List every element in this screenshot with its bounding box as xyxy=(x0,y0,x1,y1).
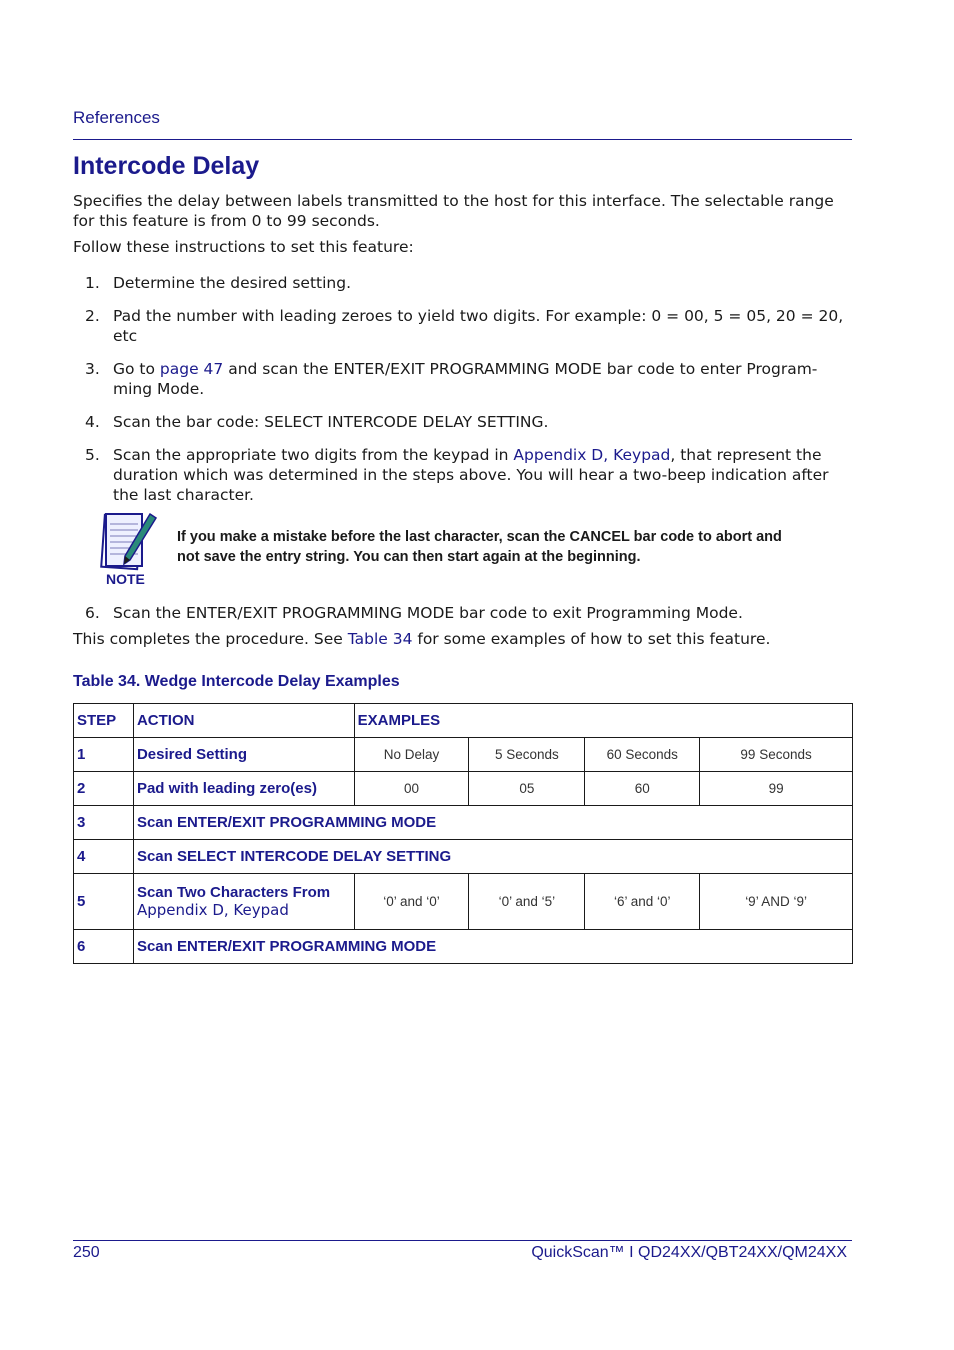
footer-rule xyxy=(73,1240,852,1241)
running-header: References xyxy=(73,108,160,127)
example-cell: 60 xyxy=(585,772,700,806)
example-cell: ‘0’ and ‘5’ xyxy=(469,874,585,930)
header-step: STEP xyxy=(74,704,134,738)
list-text xyxy=(113,445,853,505)
table-row xyxy=(74,840,853,874)
table-row xyxy=(74,806,853,840)
example-cell: 5 Seconds xyxy=(469,738,585,772)
completion-pre: This completes the procedure. See xyxy=(73,630,348,648)
header-action: ACTION xyxy=(133,704,354,738)
examples-table xyxy=(73,703,853,964)
step-cell: 6 xyxy=(74,930,134,964)
note-text: If you make a mistake before the last character, scan the CANCEL bar code to abort and not save the entry string. You can then start again at the beginning. xyxy=(177,529,782,565)
action-cell xyxy=(133,874,354,930)
action-cell: Desired Setting xyxy=(133,738,354,772)
example-cell: 99 Seconds xyxy=(700,738,853,772)
appendix-d-table-link[interactable]: Appendix D, Keypad xyxy=(136,901,289,919)
list-number: 5. xyxy=(85,446,100,464)
product-name: QuickScan™ I QD24XX/QBT24XX/QM24XX xyxy=(531,1244,847,1261)
step-cell: 5 xyxy=(74,874,134,930)
list-text xyxy=(113,359,853,399)
table-caption: Table 34. Wedge Intercode Delay Examples xyxy=(73,673,400,690)
list-text: Determine the desired setting. xyxy=(113,274,351,292)
step-cell: 1 xyxy=(74,738,134,772)
header-rule xyxy=(73,139,852,140)
list-text-pre: Go to xyxy=(113,360,160,378)
list-number: 3. xyxy=(85,360,100,378)
list-text-post: and scan the ENTER/EXIT PROGRAMMING MODE bar code to enter Program-ming Mode. xyxy=(113,360,818,398)
list-number: 2. xyxy=(85,307,100,325)
list-text: Pad the number with leading zeroes to yield two digits. For example: 0 = 00, 5 = 05, 20 = 20, etc xyxy=(113,307,844,345)
page-number: 250 xyxy=(73,1244,100,1261)
instruction-lead: Follow these instructions to set this feature: xyxy=(73,238,414,256)
appendix-d-link[interactable]: Appendix D, Keypad xyxy=(513,446,671,464)
completion-post: for some examples of how to set this feature. xyxy=(412,630,771,648)
example-cell: ‘0’ and ‘0’ xyxy=(354,874,469,930)
step-cell: 4 xyxy=(74,840,134,874)
example-cell: 00 xyxy=(354,772,469,806)
header-examples: EXAMPLES xyxy=(354,704,852,738)
page-title: Intercode Delay xyxy=(73,152,260,180)
completion-paragraph xyxy=(73,629,853,649)
example-cell: 05 xyxy=(469,772,585,806)
example-cell: ‘9’ AND ‘9’ xyxy=(700,874,853,930)
list-number: 6. xyxy=(85,604,100,622)
list-number: 4. xyxy=(85,413,100,431)
note-label: NOTE xyxy=(106,571,145,587)
list-text: Scan the ENTER/EXIT PROGRAMMING MODE bar code to exit Programming Mode. xyxy=(113,604,743,622)
page-47-link[interactable]: page 47 xyxy=(159,360,224,378)
table-row xyxy=(74,772,853,806)
example-cell: No Delay xyxy=(354,738,469,772)
table-row xyxy=(74,930,853,964)
action-cell: Pad with leading zero(es) xyxy=(133,772,354,806)
example-cell: 99 xyxy=(700,772,853,806)
action-text: Scan Two Characters From xyxy=(136,884,331,901)
list-text-pre: Scan the appropriate two digits from the keypad in xyxy=(113,446,514,464)
list-number: 1. xyxy=(85,274,100,292)
table-34-link[interactable]: Table 34 xyxy=(347,630,413,648)
list-text-post: , that represent the duration which was determined in the steps above. You will hear a two-beep indication after the last character. xyxy=(113,446,829,504)
table-row xyxy=(74,738,853,772)
action-cell: Scan SELECT INTERCODE DELAY SETTING xyxy=(133,840,852,874)
action-cell: Scan ENTER/EXIT PROGRAMMING MODE xyxy=(133,930,852,964)
action-cell: Scan ENTER/EXIT PROGRAMMING MODE xyxy=(133,806,852,840)
list-text: Scan the bar code: SELECT INTERCODE DELAY SETTING. xyxy=(113,413,549,431)
intro-paragraph: Specifies the delay between labels transmitted to the host for this interface. The selectable range for this feature is from 0 to 99 seconds. xyxy=(73,192,834,230)
table-row xyxy=(74,874,853,930)
step-cell: 3 xyxy=(74,806,134,840)
example-cell: ‘6’ and ‘0’ xyxy=(585,874,700,930)
step-cell: 2 xyxy=(74,772,134,806)
example-cell: 60 Seconds xyxy=(585,738,700,772)
table-header-row xyxy=(74,704,853,738)
